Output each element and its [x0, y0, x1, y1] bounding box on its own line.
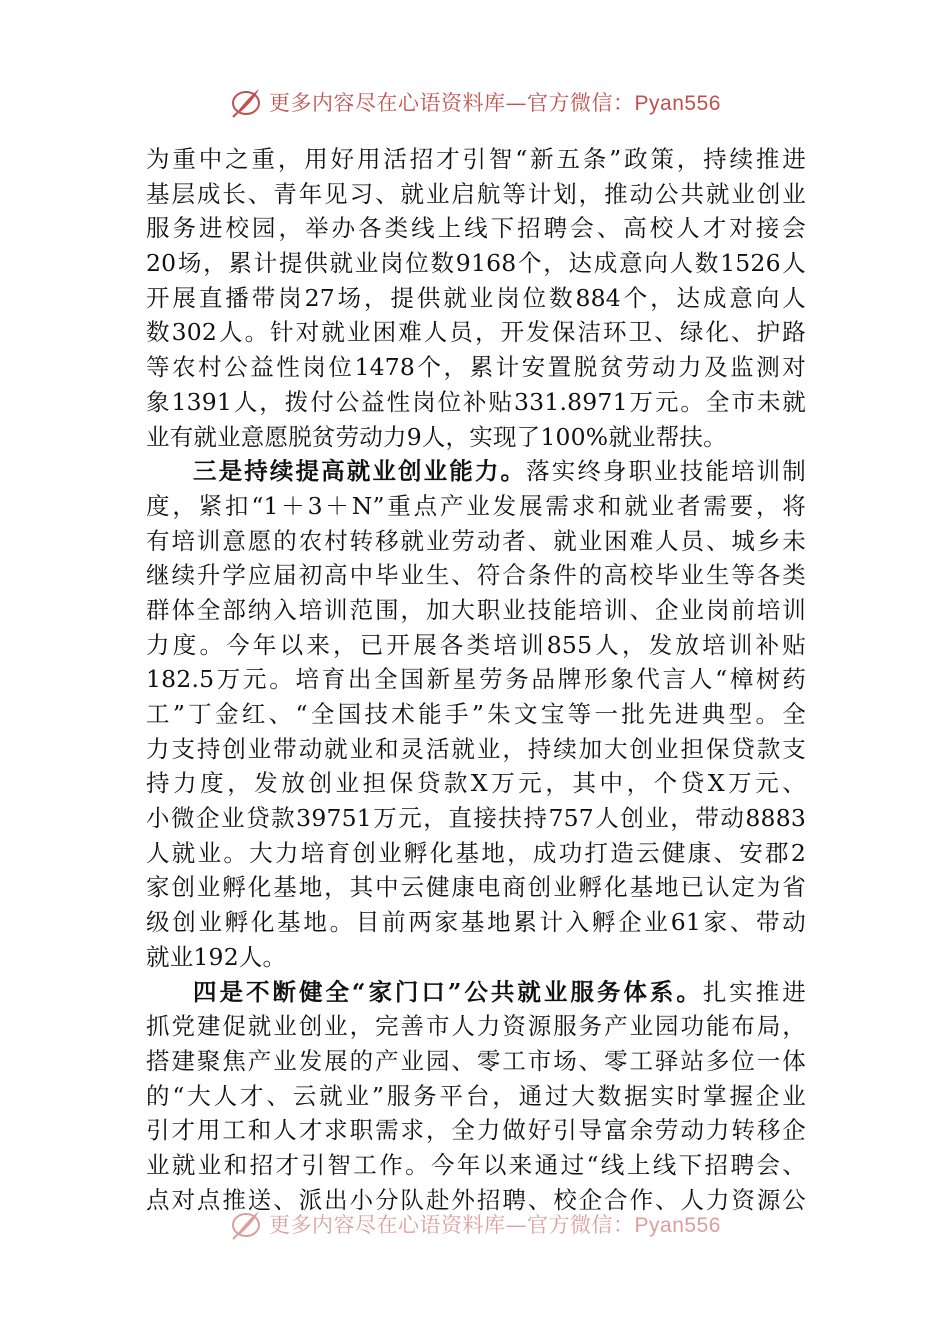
text-line: 服务进校园，举办各类线上线下招聘会、高校人才对接会	[146, 214, 806, 243]
watermark-wechat-id: Pyan556	[634, 92, 721, 115]
paragraph-2	[146, 454, 806, 974]
text-line: 开展直播带岗27场，提供就业岗位数884个，达成意向人	[146, 283, 806, 312]
text-line: 的“大人才、云就业”服务平台，通过大数据实时掌握企业	[146, 1081, 806, 1110]
text-line: 数302人。针对就业困难人员，开发保洁环卫、绿化、护路	[146, 318, 806, 347]
text-line: 182.5万元。培育出全国新星劳务品牌形象代言人“樟树药	[146, 665, 806, 694]
text-line: 持力度，发放创业担保贷款X万元，其中，个贷X万元、	[146, 769, 806, 798]
text-line: 等农村公益性岗位1478个，累计安置脱贫劳动力及监测对	[146, 353, 806, 382]
text-line: 力度。今年以来，已开展各类培训855人，发放培训补贴	[146, 630, 806, 659]
text-line	[146, 454, 806, 489]
paragraph-heading: 四是不断健全“家门口”公共就业服务体系。	[193, 977, 703, 1006]
paragraph-3	[146, 975, 806, 1218]
text-span: 扎实推进	[702, 977, 806, 1006]
watermark-text	[269, 1209, 721, 1239]
text-line: 业有就业意愿脱贫劳动力9人，实现了100%就业帮扶。	[146, 422, 727, 451]
watermark-header	[0, 82, 950, 122]
text-line: 引才用工和人才求职需求，全力做好引导富余劳动力转移企	[146, 1116, 806, 1145]
text-line: 度，紧扣“1＋3＋N”重点产业发展需求和就业者需要，将	[146, 491, 806, 520]
text-line: 基层成长、青年见习、就业启航等计划，推动公共就业创业	[146, 179, 806, 208]
text-line: 人就业。大力培育创业孵化基地，成功打造云健康、安郡2	[146, 838, 806, 867]
watermark-text	[269, 87, 721, 117]
document-body	[146, 142, 806, 1217]
text-line	[146, 975, 806, 1010]
text-line: 象1391人，拨付公益性岗位补贴331.8971万元。全市未就	[146, 387, 806, 416]
watermark-footer	[0, 1204, 950, 1244]
watermark-wechat-id: Pyan556	[634, 1214, 721, 1237]
feather-pen-logo-icon	[229, 85, 263, 119]
text-line: 20场，累计提供就业岗位数9168个，达成意向人数1526人	[146, 249, 806, 278]
text-line: 就业192人。	[146, 942, 287, 971]
text-line: 群体全部纳入培训范围，加大职业技能培训、企业岗前培训	[146, 595, 806, 624]
text-line: 为重中之重，用好用活招才引智“新五条”政策，持续推进	[146, 145, 806, 173]
feather-pen-logo-icon	[229, 1207, 263, 1241]
text-line: 级创业孵化基地。目前两家基地累计入孵企业61家、带动	[146, 908, 806, 937]
text-line: 点对点推送、派出小分队赴外招聘、校企合作、人力资源公	[146, 1185, 806, 1214]
paragraph-1	[146, 142, 806, 454]
text-line: 工”丁金红、“全国技术能手”朱文宝等一批先进典型。全	[146, 700, 806, 728]
text-line: 家创业孵化基地，其中云健康电商创业孵化基地已认定为省	[146, 873, 806, 902]
text-line: 搭建聚焦产业发展的产业园、零工市场、零工驿站多位一体	[146, 1046, 806, 1075]
text-line: 抓党建促就业创业，完善市人力资源服务产业园功能布局，	[146, 1012, 806, 1041]
text-line: 小微企业贷款39751万元，直接扶持757人创业，带动8883	[146, 804, 806, 833]
paragraph-heading: 三是持续提高就业创业能力。	[193, 457, 527, 486]
text-line: 有培训意愿的农村转移就业劳动者、就业困难人员、城乡未	[146, 526, 806, 555]
text-line: 继续升学应届初高中毕业生、符合条件的高校毕业生等各类	[146, 561, 806, 590]
text-line: 力支持创业带动就业和灵活就业，持续加大创业担保贷款支	[146, 734, 806, 763]
watermark-text-cn: 更多内容尽在心语资料库—官方微信：	[269, 1213, 635, 1237]
text-line: 业就业和招才引智工作。今年以来通过“线上线下招聘会、	[146, 1150, 806, 1179]
text-span: 落实终身职业技能培训制	[526, 457, 806, 486]
watermark-text-cn: 更多内容尽在心语资料库—官方微信：	[269, 91, 635, 115]
